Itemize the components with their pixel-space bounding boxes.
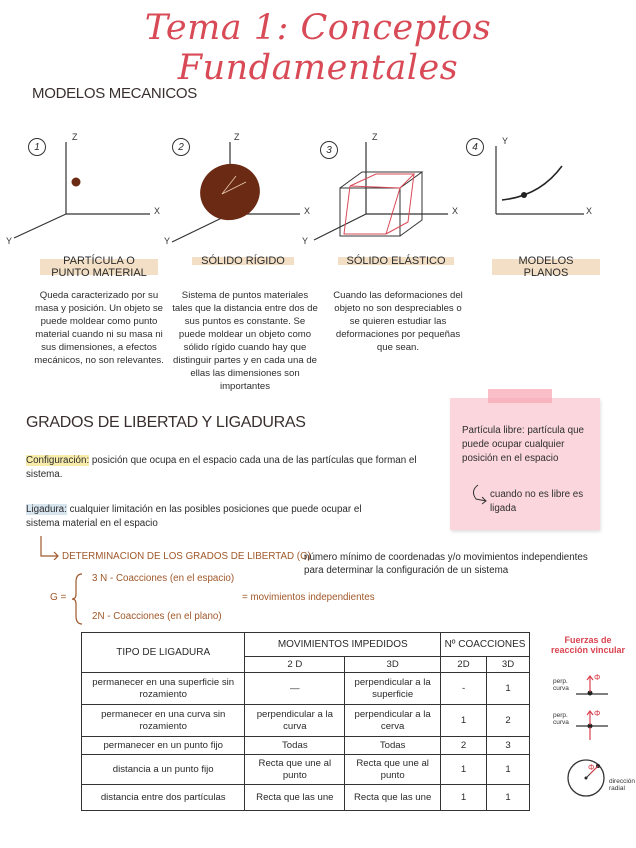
- cell-tipo: distancia entre dos partículas: [82, 785, 245, 811]
- cell-mov3d: perpendicular a la cerva: [345, 705, 441, 737]
- models-heading: MODELOS MECANICOS: [32, 85, 197, 102]
- cell-c3d: 1: [487, 673, 530, 705]
- force-label-1: perp. curva: [553, 678, 569, 692]
- particle-dot: [72, 178, 81, 187]
- cell-mov2d: —: [245, 673, 345, 705]
- force-diagram-curve: [572, 708, 612, 742]
- constraint-table: [81, 632, 530, 811]
- phi-symbol-3: Φ: [588, 763, 595, 772]
- g-case-plane: 2N - Coacciones (en el plano): [92, 611, 222, 622]
- model-label-particle: PARTÍCULA O PUNTO MATERIAL: [40, 254, 158, 280]
- corner-arrow-icon: [38, 534, 62, 560]
- model-number-2: 2: [172, 138, 190, 156]
- axis-z-3: Z: [372, 132, 378, 142]
- model-number-4: 4: [466, 138, 484, 156]
- particle-diagram: [0, 130, 170, 250]
- phi-symbol-1: Φ: [594, 673, 601, 682]
- force-diagram-radial: [564, 756, 608, 800]
- table-row: [82, 755, 530, 785]
- axis-y-3: Y: [302, 236, 309, 246]
- model-number-3: 3: [320, 141, 338, 159]
- table-row: [82, 737, 530, 755]
- cell-tipo: permanecer en un punto fijo: [82, 737, 245, 755]
- cell-mov2d: perpendicular a la curva: [245, 705, 345, 737]
- determination-text: número mínimo de coordenadas y/o movimientos independientes para determinar la configuración de un sistema: [304, 552, 588, 576]
- model-desc-rigid: Sistema de puntos materiales tales que la distancia entre dos de sus puntos es constante. Se puede moldear un objeto como sólido rígido cuando hay que distinguir partes y en cada una de ellas las dimensiones son importantes: [172, 290, 318, 392]
- cell-mov2d: Recta que une al punto: [245, 755, 345, 785]
- axis-x-3: X: [452, 206, 459, 216]
- header-coacciones: Nº COACCIONES: [441, 633, 530, 657]
- table-row: [82, 705, 530, 737]
- elastic-solid-diagram: [300, 130, 470, 250]
- axis-x-4: X: [586, 206, 593, 216]
- cell-mov3d: perpendicular a la superficie: [345, 673, 441, 705]
- cell-c3d: 2: [487, 705, 530, 737]
- g-label: G =: [50, 592, 67, 603]
- subheader-mov-2d: 2 D: [245, 657, 345, 673]
- header-tipo: TIPO DE LIGADURA: [82, 633, 245, 673]
- axis-x-2: X: [304, 206, 311, 216]
- cell-tipo: permanecer en una curva sin rozamiento: [82, 705, 245, 737]
- ligadura-text: cualquier limitación en las posibles posiciones que puede ocupar el sistema material en el espacio: [26, 504, 362, 529]
- phi-symbol-2: Φ: [594, 709, 601, 718]
- cell-mov3d: Todas: [345, 737, 441, 755]
- cell-tipo: permanecer en una superficie sin rozamiento: [82, 673, 245, 705]
- axis-x-1: X: [154, 206, 161, 216]
- brace-icon: [70, 572, 86, 626]
- table-row: [82, 673, 530, 705]
- subheader-coac-2d: 2D: [441, 657, 487, 673]
- model-label-elastic: SÓLIDO ELÁSTICO: [338, 254, 454, 268]
- planar-model-diagram: [480, 130, 600, 230]
- determination-description: [304, 551, 604, 577]
- axis-z-1: Z: [72, 132, 78, 142]
- cell-tipo: distancia a un punto fijo: [82, 755, 245, 785]
- forces-title: Fuerzas de reacción vincular: [550, 635, 626, 655]
- curved-arrow-icon: [468, 483, 490, 509]
- axis-y-4: Y: [502, 136, 509, 146]
- cell-c2d: 1: [441, 755, 487, 785]
- cell-c2d: -: [441, 673, 487, 705]
- rigid-body-shape: [194, 157, 266, 227]
- sticky-note-ligada: cuando no es libre es ligada: [490, 489, 584, 514]
- page-title: Tema 1: Conceptos Fundamentales: [144, 8, 492, 88]
- subheader-mov-3d: 3D: [345, 657, 441, 673]
- table-row: [82, 785, 530, 811]
- ligadura-definition: [26, 503, 386, 530]
- determination-heading: DETERMINACION DE LOS GRADOS DE LIBERTAD (G): [62, 551, 311, 562]
- axis-y-2: Y: [164, 236, 171, 246]
- cell-mov2d: Todas: [245, 737, 345, 755]
- planar-point: [521, 192, 527, 198]
- cell-mov2d: Recta que las une: [245, 785, 345, 811]
- subheader-coac-3d: 3D: [487, 657, 530, 673]
- model-label-rigid: SÓLIDO RÍGIDO: [192, 254, 294, 268]
- cell-c3d: 3: [487, 737, 530, 755]
- model-number-1: 1: [28, 138, 46, 156]
- force-diagram-surface: [572, 672, 612, 700]
- cell-mov3d: Recta que une al punto: [345, 755, 441, 785]
- table-header-row: [82, 633, 530, 657]
- model-desc-elastic: Cuando las deformaciones del objeto no son despreciables o se quieren estudiar las deformaciones por pequeñas que sean.: [333, 290, 463, 353]
- axis-z-2: Z: [234, 132, 240, 142]
- sticky-note-text: Partícula libre: partícula que puede ocupar cualquier posición en el espacio: [462, 425, 584, 464]
- header-movimientos: MOVIMIENTOS IMPEDIDOS: [245, 633, 441, 657]
- configuracion-definition: [26, 454, 426, 481]
- cell-c2d: 2: [441, 737, 487, 755]
- sticky-tape: [488, 389, 552, 403]
- axis-y-1: Y: [6, 236, 13, 246]
- cell-c2d: 1: [441, 705, 487, 737]
- rigid-solid-diagram: [150, 130, 320, 250]
- configuracion-text: posición que ocupa en el espacio cada una de las partículas que forman el sistema.: [26, 455, 417, 480]
- force-label-3: dirección radial: [609, 778, 636, 792]
- g-result: = movimientos independientes: [242, 592, 375, 603]
- ligadura-term: Ligadura:: [26, 504, 67, 515]
- dof-heading: GRADOS DE LIBERTAD Y LIGADURAS: [26, 414, 306, 431]
- configuracion-term: Configuración:: [26, 455, 90, 466]
- force-label-2: perp. curva: [553, 712, 569, 726]
- model-label-planar: MODELOS PLANOS: [492, 254, 600, 280]
- g-case-space: 3 N - Coacciones (en el espacio): [92, 573, 235, 584]
- cell-mov3d: Recta que las une: [345, 785, 441, 811]
- cell-c3d: 1: [487, 785, 530, 811]
- model-desc-particle: Queda caracterizado por su masa y posición. Un objeto se puede moldear como punto material cuando ni su masa ni sus dimensiones, a efectos mecánicos, no son relevantes.: [34, 290, 164, 366]
- cell-c2d: 1: [441, 785, 487, 811]
- cell-c3d: 1: [487, 755, 530, 785]
